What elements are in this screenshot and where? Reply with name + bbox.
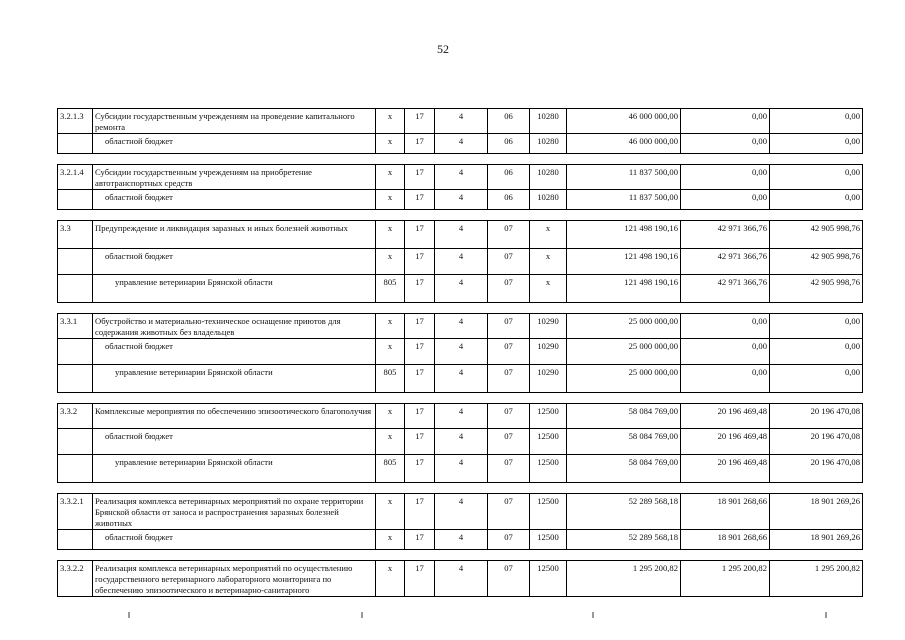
cell-vr: 12500	[530, 561, 567, 597]
cell-rz: 17	[405, 314, 435, 339]
cell-pr: 4	[435, 249, 488, 275]
cell-cs: 07	[488, 404, 530, 429]
cell-grbs: х	[376, 404, 405, 429]
cell-pr: 4	[435, 404, 488, 429]
cell-name: Комплексные мероприятия по обеспечению эпизоотического благополучия	[93, 404, 376, 429]
cell-v2: 0,00	[681, 134, 770, 154]
cell-code: 3.2.1.4	[58, 165, 93, 190]
cell-rz: 17	[405, 455, 435, 483]
cell-cs: 07	[488, 365, 530, 393]
cell-grbs: 805	[376, 455, 405, 483]
cell-v2: 18 901 268,66	[681, 494, 770, 530]
table-row	[58, 561, 863, 597]
scan-mark	[825, 612, 827, 618]
cell-pr: 4	[435, 365, 488, 393]
cell-cs: 06	[488, 134, 530, 154]
cell-name: областной бюджет	[93, 429, 376, 455]
cell-v3: 42 905 998,76	[770, 249, 863, 275]
spacer-row	[58, 210, 863, 221]
cell-v3: 0,00	[770, 339, 863, 365]
cell-rz: 17	[405, 221, 435, 249]
cell-v1: 58 084 769,00	[567, 404, 681, 429]
cell-code	[58, 455, 93, 483]
cell-v3: 18 901 269,26	[770, 494, 863, 530]
spacer-row	[58, 483, 863, 494]
scan-mark	[592, 612, 594, 618]
cell-name: Реализация комплекса ветеринарных мероприятий по охране территории Брянской области от заноса и распространения заразных болезней животных	[93, 494, 376, 530]
table-row	[58, 109, 863, 134]
cell-pr: 4	[435, 109, 488, 134]
cell-v3: 0,00	[770, 165, 863, 190]
cell-vr: х	[530, 249, 567, 275]
cell-v2: 0,00	[681, 165, 770, 190]
cell-v1: 25 000 000,00	[567, 314, 681, 339]
cell-v2: 42 971 366,76	[681, 249, 770, 275]
cell-grbs: х	[376, 190, 405, 210]
table-row	[58, 429, 863, 455]
cell-code: 3.3.2.1	[58, 494, 93, 530]
scan-mark	[361, 612, 363, 618]
cell-vr: 10290	[530, 339, 567, 365]
cell-v1: 25 000 000,00	[567, 339, 681, 365]
cell-grbs: х	[376, 134, 405, 154]
cell-rz: 17	[405, 249, 435, 275]
cell-v2: 20 196 469,48	[681, 429, 770, 455]
cell-grbs: х	[376, 339, 405, 365]
cell-grbs: х	[376, 109, 405, 134]
cell-v3: 0,00	[770, 134, 863, 154]
cell-v3: 18 901 269,26	[770, 530, 863, 550]
cell-vr: 12500	[530, 404, 567, 429]
cell-v1: 121 498 190,16	[567, 249, 681, 275]
cell-v2: 20 196 469,48	[681, 455, 770, 483]
cell-v1: 46 000 000,00	[567, 109, 681, 134]
cell-pr: 4	[435, 190, 488, 210]
cell-name: Субсидии государственным учреждениям на проведение капитального ремонта	[93, 109, 376, 134]
page-number: 52	[437, 42, 449, 56]
table-row	[58, 494, 863, 530]
cell-v1: 1 295 200,82	[567, 561, 681, 597]
spacer-row	[58, 154, 863, 165]
cell-v3: 0,00	[770, 190, 863, 210]
cell-rz: 17	[405, 494, 435, 530]
cell-code	[58, 429, 93, 455]
cell-v3: 42 905 998,76	[770, 221, 863, 249]
cell-name: Реализация комплекса ветеринарных мероприятий по осуществлению государственного ветеринарного лабораторного мониторинга по обеспечению эпизоотического и ветеринарно-санитарного	[93, 561, 376, 597]
cell-v2: 42 971 366,76	[681, 221, 770, 249]
cell-v1: 25 000 000,00	[567, 365, 681, 393]
cell-v3: 20 196 470,08	[770, 429, 863, 455]
cell-pr: 4	[435, 455, 488, 483]
cell-grbs: х	[376, 530, 405, 550]
table-row	[58, 365, 863, 393]
cell-rz: 17	[405, 190, 435, 210]
cell-code: 3.3.2	[58, 404, 93, 429]
cell-code	[58, 134, 93, 154]
cell-vr: 10280	[530, 109, 567, 134]
cell-vr: 12500	[530, 530, 567, 550]
table-row	[58, 190, 863, 210]
cell-cs: 07	[488, 339, 530, 365]
spacer-cell	[58, 550, 863, 561]
cell-pr: 4	[435, 165, 488, 190]
budget-table	[57, 108, 863, 597]
cell-v1: 11 837 500,00	[567, 190, 681, 210]
cell-name: областной бюджет	[93, 339, 376, 365]
cell-vr: х	[530, 221, 567, 249]
cell-grbs: 805	[376, 365, 405, 393]
cell-rz: 17	[405, 561, 435, 597]
cell-grbs: х	[376, 561, 405, 597]
cell-name: Субсидии государственным учреждениям на приобретение автотранспортных средств	[93, 165, 376, 190]
cell-vr: 12500	[530, 494, 567, 530]
cell-name: областной бюджет	[93, 530, 376, 550]
cell-code	[58, 339, 93, 365]
cell-rz: 17	[405, 404, 435, 429]
cell-v1: 58 084 769,00	[567, 455, 681, 483]
cell-v3: 1 295 200,82	[770, 561, 863, 597]
cell-v1: 58 084 769,00	[567, 429, 681, 455]
cell-code	[58, 249, 93, 275]
cell-v1: 46 000 000,00	[567, 134, 681, 154]
cell-vr: 10280	[530, 190, 567, 210]
table-row	[58, 249, 863, 275]
cell-cs: 06	[488, 109, 530, 134]
cell-pr: 4	[435, 494, 488, 530]
table-body	[58, 109, 863, 597]
spacer-row	[58, 303, 863, 314]
cell-cs: 07	[488, 429, 530, 455]
cell-cs: 07	[488, 530, 530, 550]
cell-v1: 121 498 190,16	[567, 275, 681, 303]
table-row	[58, 134, 863, 154]
cell-pr: 4	[435, 275, 488, 303]
spacer-cell	[58, 154, 863, 165]
cell-grbs: х	[376, 494, 405, 530]
spacer-row	[58, 550, 863, 561]
cell-v3: 42 905 998,76	[770, 275, 863, 303]
cell-v1: 121 498 190,16	[567, 221, 681, 249]
cell-grbs: 805	[376, 275, 405, 303]
cell-cs: 07	[488, 455, 530, 483]
cell-v2: 18 901 268,66	[681, 530, 770, 550]
spacer-cell	[58, 210, 863, 221]
cell-v2: 0,00	[681, 365, 770, 393]
cell-v2: 42 971 366,76	[681, 275, 770, 303]
cell-pr: 4	[435, 561, 488, 597]
cell-v1: 52 289 568,18	[567, 530, 681, 550]
cell-code	[58, 275, 93, 303]
cell-cs: 07	[488, 314, 530, 339]
cell-rz: 17	[405, 165, 435, 190]
cell-v1: 11 837 500,00	[567, 165, 681, 190]
cell-pr: 4	[435, 530, 488, 550]
cell-v1: 52 289 568,18	[567, 494, 681, 530]
cell-v2: 0,00	[681, 314, 770, 339]
cell-v2: 0,00	[681, 339, 770, 365]
cell-grbs: х	[376, 249, 405, 275]
cell-cs: 06	[488, 165, 530, 190]
cell-pr: 4	[435, 134, 488, 154]
cell-rz: 17	[405, 365, 435, 393]
cell-v3: 20 196 470,08	[770, 455, 863, 483]
cell-v2: 20 196 469,48	[681, 404, 770, 429]
cell-vr: х	[530, 275, 567, 303]
cell-v3: 20 196 470,08	[770, 404, 863, 429]
cell-grbs: х	[376, 165, 405, 190]
cell-name: управление ветеринарии Брянской области	[93, 455, 376, 483]
cell-rz: 17	[405, 275, 435, 303]
cell-rz: 17	[405, 134, 435, 154]
cell-code	[58, 190, 93, 210]
cell-name: областной бюджет	[93, 190, 376, 210]
table-row	[58, 404, 863, 429]
cell-name: областной бюджет	[93, 134, 376, 154]
cell-cs: 07	[488, 561, 530, 597]
cell-pr: 4	[435, 221, 488, 249]
cell-code: 3.3	[58, 221, 93, 249]
cell-rz: 17	[405, 530, 435, 550]
table-row	[58, 221, 863, 249]
table-row	[58, 275, 863, 303]
cell-v3: 0,00	[770, 314, 863, 339]
cell-vr: 10290	[530, 365, 567, 393]
cell-vr: 10290	[530, 314, 567, 339]
cell-grbs: х	[376, 221, 405, 249]
cell-code: 3.3.2.2	[58, 561, 93, 597]
cell-rz: 17	[405, 339, 435, 365]
table-row	[58, 530, 863, 550]
cell-name: управление ветеринарии Брянской области	[93, 275, 376, 303]
cell-vr: 12500	[530, 455, 567, 483]
table-row	[58, 165, 863, 190]
cell-grbs: х	[376, 429, 405, 455]
cell-v2: 0,00	[681, 109, 770, 134]
cell-cs: 07	[488, 221, 530, 249]
cell-pr: 4	[435, 339, 488, 365]
cell-name: Предупреждение и ликвидация заразных и иных болезней животных	[93, 221, 376, 249]
cell-name: Обустройство и материально-техническое оснащение приютов для содержания животных без владельцев	[93, 314, 376, 339]
cell-vr: 12500	[530, 429, 567, 455]
cell-grbs: х	[376, 314, 405, 339]
spacer-row	[58, 393, 863, 404]
cell-name: областной бюджет	[93, 249, 376, 275]
cell-v2: 0,00	[681, 190, 770, 210]
spacer-cell	[58, 303, 863, 314]
cell-name: управление ветеринарии Брянской области	[93, 365, 376, 393]
cell-code	[58, 365, 93, 393]
cell-v3: 0,00	[770, 365, 863, 393]
cell-pr: 4	[435, 314, 488, 339]
cell-rz: 17	[405, 109, 435, 134]
scan-mark	[128, 612, 130, 618]
cell-rz: 17	[405, 429, 435, 455]
cell-v3: 0,00	[770, 109, 863, 134]
spacer-cell	[58, 393, 863, 404]
table-row	[58, 339, 863, 365]
spacer-cell	[58, 483, 863, 494]
cell-code	[58, 530, 93, 550]
cell-v2: 1 295 200,82	[681, 561, 770, 597]
cell-vr: 10280	[530, 165, 567, 190]
cell-cs: 06	[488, 190, 530, 210]
cell-vr: 10280	[530, 134, 567, 154]
table-row	[58, 455, 863, 483]
table-row	[58, 314, 863, 339]
cell-code: 3.2.1.3	[58, 109, 93, 134]
cell-cs: 07	[488, 494, 530, 530]
cell-pr: 4	[435, 429, 488, 455]
cell-cs: 07	[488, 275, 530, 303]
cell-cs: 07	[488, 249, 530, 275]
cell-code: 3.3.1	[58, 314, 93, 339]
